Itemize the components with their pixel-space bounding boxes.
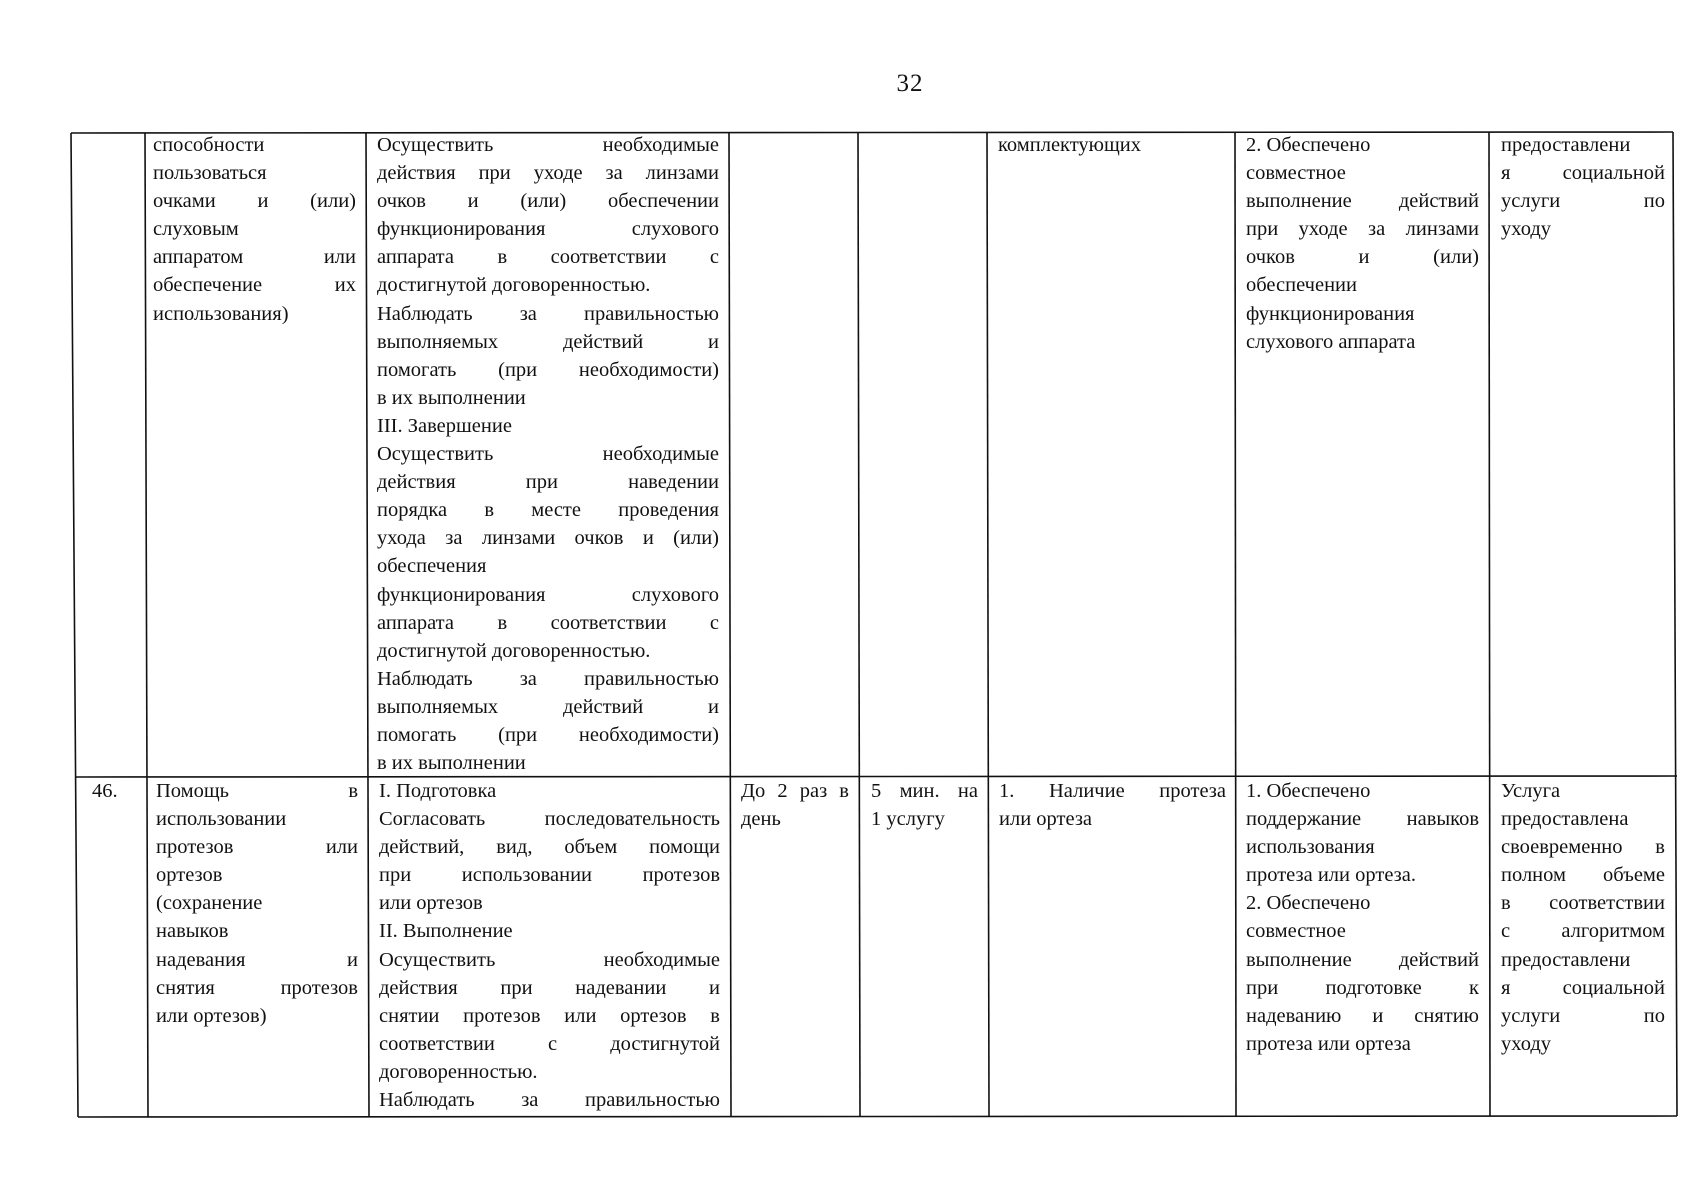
- cell-text-line: протезов или: [156, 836, 358, 859]
- cell-text-line: До 2 раз в: [741, 780, 849, 802]
- cell-text-line: выполняемых действий и: [377, 330, 719, 353]
- cell-text-line: Наблюдать за правильностью: [377, 667, 719, 690]
- cell-text-line: 1. Наличие протеза: [999, 780, 1226, 802]
- col-line-7: [1235, 133, 1236, 1117]
- cell-text-line: аппарата в соответствии с: [377, 611, 719, 634]
- cell-text-line: услуги по: [1501, 190, 1665, 213]
- cell-text-line: уходу: [1501, 1032, 1552, 1055]
- cell-text-line: я социальной: [1501, 162, 1665, 185]
- cell-text-line: слухового аппарата: [1246, 330, 1416, 353]
- cell-text-line: надеванию и снятию: [1246, 1004, 1479, 1027]
- cell-text-line: поддержание навыков: [1246, 808, 1479, 831]
- cell-text-line: день: [741, 808, 781, 831]
- cell-text-line: при использовании протезов: [379, 864, 720, 887]
- cell-text-line: в их выполнении: [377, 386, 526, 409]
- cell-text-line: очков и (или) обеспечении: [377, 190, 719, 213]
- cell-text-line: очками и (или): [153, 190, 356, 213]
- cell-text-line: протеза или ортеза.: [1246, 864, 1416, 887]
- row-46-number: [86, 777, 142, 805]
- cell-text-line: I. Подготовка: [379, 780, 497, 802]
- cell-text-line: ортезов: [156, 864, 223, 887]
- cell-text-line: функционирования слухового: [377, 583, 719, 606]
- cell-text-line: снятия протезов: [156, 976, 358, 999]
- cell-text-line: выполнение действий: [1246, 190, 1479, 213]
- cell-text-line: выполняемых действий и: [377, 695, 719, 718]
- cell-text-line: действия при уходе за линзами: [377, 162, 719, 185]
- cell-text-line: Осуществить необходимые: [379, 948, 720, 971]
- cell-text-line: слуховым: [153, 218, 239, 241]
- cell-text-line: действий, вид, объем помощи: [379, 836, 720, 859]
- cell-text-line: навыков: [156, 920, 229, 943]
- cell-text-line: предоставлена: [1501, 808, 1629, 831]
- cell-text-line: функционирования: [1246, 302, 1415, 325]
- cell-text-line: предоставлени: [1501, 948, 1631, 971]
- cell-text-line: обеспечении: [1246, 274, 1357, 297]
- cell-text-line: III. Завершение: [377, 414, 512, 437]
- cell-text-line: совместное: [1246, 162, 1346, 185]
- cell-text-line: 2. Обеспечено: [1246, 134, 1371, 156]
- cell-text-line: в их выполнении: [377, 752, 526, 775]
- cell-text-line: обеспечения: [377, 555, 487, 578]
- cell-text-line: 1. Обеспечено: [1246, 780, 1371, 802]
- cell-text-line: помогать (при необходимости): [377, 723, 719, 746]
- cell-text-line: соответствии с достигнутой: [379, 1032, 720, 1055]
- row-continuation-conditions: [998, 131, 1226, 159]
- cell-text-line: использовании: [156, 808, 287, 831]
- cell-text-line: при уходе за линзами: [1246, 218, 1479, 241]
- cell-text-line: снятии протезов или ортезов в: [379, 1004, 720, 1027]
- cell-text-line: аппарата в соответствии с: [377, 246, 719, 269]
- cell-text-line: своевременно в: [1501, 836, 1665, 859]
- cell-text-line: Наблюдать за правильностью: [377, 302, 719, 325]
- cell-text-line: Помощь в: [156, 780, 358, 802]
- cell-text-line: при подготовке к: [1246, 976, 1479, 999]
- cell-text-line: Услуга: [1501, 780, 1561, 802]
- row-46-frequency: [741, 777, 849, 833]
- cell-text-line: предоставлени: [1501, 134, 1631, 156]
- cell-text-line: 2. Обеспечено: [1246, 892, 1371, 915]
- cell-text-line: очков и (или): [1246, 246, 1479, 269]
- cell-text-line: функционирования слухового: [377, 218, 719, 241]
- cell-text-line: надевания и: [156, 948, 358, 971]
- cell-text-line: комплектующих: [998, 134, 1141, 156]
- cell-text-line: выполнение действий: [1246, 948, 1479, 971]
- row-continuation-result: [1246, 131, 1479, 356]
- cell-text-line: или ортезов: [379, 892, 483, 915]
- cell-text-line: Согласовать последовательность: [379, 808, 720, 831]
- cell-text-line: Осуществить необходимые: [377, 443, 719, 466]
- cell-text-line: договоренностью.: [379, 1060, 538, 1083]
- cell-text-line: II. Выполнение: [379, 920, 513, 943]
- cell-text-line: (сохранение: [156, 892, 263, 915]
- cell-text-line: достигнутой договоренностью.: [377, 639, 651, 662]
- row-46-service-name: [156, 777, 358, 1030]
- cell-text-line: в соответствии: [1501, 892, 1665, 915]
- col-line-9: [1673, 132, 1677, 1116]
- row-continuation-quality: [1501, 131, 1665, 243]
- table-bottom-border: [78, 1116, 1677, 1117]
- cell-text-line: уходу: [1501, 218, 1552, 241]
- cell-text-line: Наблюдать за правильностью: [379, 1089, 720, 1112]
- col-line-3: [366, 133, 369, 1117]
- cell-text-line: пользоваться: [153, 162, 267, 185]
- cell-text-line: использования): [153, 302, 289, 325]
- cell-text-line: Осуществить необходимые: [377, 134, 719, 156]
- cell-text-line: порядка в месте проведения: [377, 499, 719, 522]
- cell-text-line: достигнутой договоренностью.: [377, 274, 651, 297]
- row-46-result: [1246, 777, 1479, 1058]
- cell-text-line: способности: [153, 134, 265, 156]
- col-line-6: [987, 133, 989, 1117]
- row-46-quality: [1501, 777, 1665, 1058]
- cell-text-line: 1 услугу: [871, 808, 945, 831]
- cell-text-line: помогать (при необходимости): [377, 358, 719, 381]
- cell-text-line: ухода за линзами очков и (или): [377, 527, 719, 550]
- cell-text-line: действия при надевании и: [379, 976, 720, 999]
- cell-text-line: я социальной: [1501, 976, 1665, 999]
- col-line-4: [729, 133, 731, 1117]
- row-continuation-actions: [377, 131, 719, 777]
- row-number-text: 46.: [92, 780, 118, 802]
- row-continuation-service-name: [153, 131, 356, 328]
- cell-text-line: полном объеме: [1501, 864, 1665, 887]
- cell-text-line: услуги по: [1501, 1004, 1665, 1027]
- cell-text-line: или ортезов): [156, 1004, 267, 1027]
- row-46-conditions: [999, 777, 1226, 833]
- cell-text-line: 5 мин. на: [871, 780, 978, 802]
- cell-text-line: протеза или ортеза: [1246, 1032, 1411, 1055]
- cell-text-line: аппаратом или: [153, 246, 356, 269]
- col-line-8: [1489, 132, 1490, 1116]
- row-46-duration: [871, 777, 978, 833]
- cell-text-line: совместное: [1246, 920, 1346, 943]
- cell-text-line: или ортеза: [999, 808, 1093, 831]
- col-line-1: [71, 133, 78, 1117]
- col-line-5: [858, 133, 860, 1117]
- cell-text-line: действия при наведении: [377, 471, 719, 494]
- cell-text-line: с алгоритмом: [1501, 920, 1665, 943]
- cell-text-line: использования: [1246, 836, 1375, 859]
- col-line-2: [145, 133, 148, 1117]
- row-46-actions: [379, 777, 720, 1114]
- page-number: 32: [896, 70, 924, 97]
- cell-text-line: обеспечение их: [153, 274, 356, 297]
